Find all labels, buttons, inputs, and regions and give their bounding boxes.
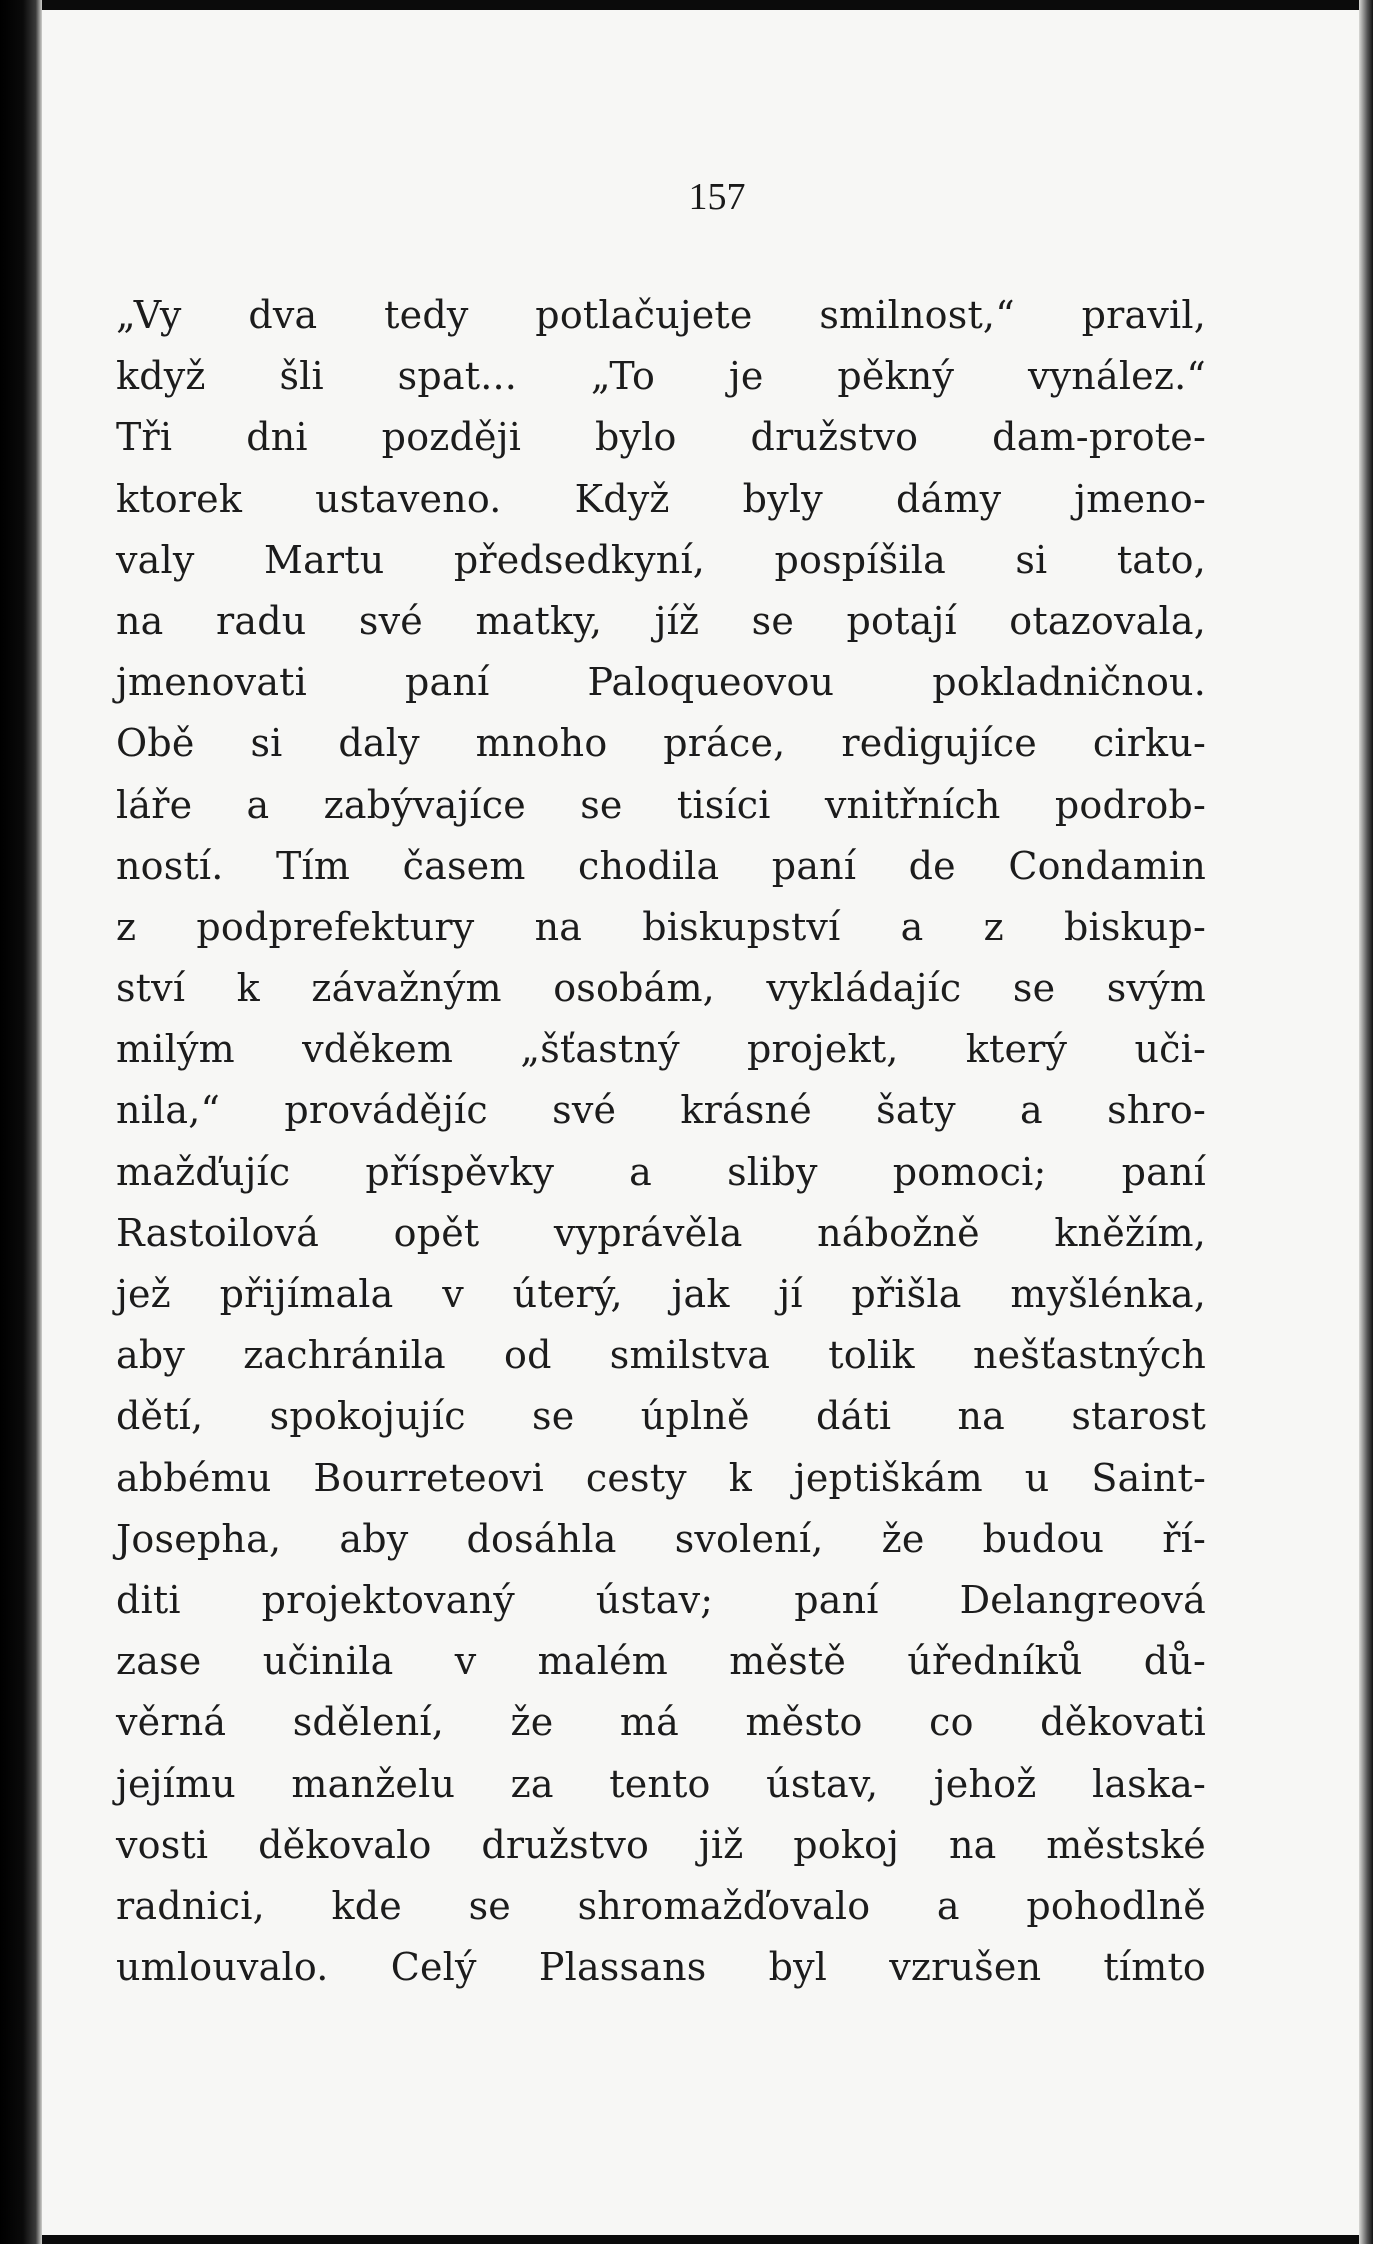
text-line: „Vy dva tedy potlačujete smilnost,“ pravil,	[116, 293, 1206, 337]
text-line: radnici, kde se shromažďovalo a pohodlně	[116, 1883, 1206, 1928]
text-line: aby zachránila od smilstva tolik nešťastných	[116, 1333, 1206, 1378]
text-line: ktorek ustaveno. Když byly dámy jmeno-	[116, 476, 1206, 521]
text-line: když šli spat... „To je pěkný vynález.“	[116, 354, 1206, 399]
text-line: vosti děkovalo družstvo již pokoj na městské	[116, 1822, 1206, 1867]
text-line: ství k závažným osobám, vykládajíc se svým	[116, 966, 1206, 1011]
text-line: diti projektovaný ústav; paní Delangreová	[116, 1577, 1206, 1622]
text-line: dětí, spokojujíc se úplně dáti na starost	[116, 1394, 1206, 1439]
text-line: láře a zabývajíce se tisíci vnitřních podrob-	[116, 782, 1206, 827]
text-line: jejímu manželu za tento ústav, jehož laska-	[116, 1761, 1206, 1806]
book-page	[42, 10, 1362, 2235]
text-line: zase učinila v malém městě úředníků dů-	[116, 1639, 1206, 1684]
text-line: jež přijímala v úterý, jak jí přišla myšlénka,	[116, 1272, 1206, 1316]
page-number: 157	[688, 176, 746, 218]
text-line: Obě si daly mnoho práce, redigujíce cirku-	[116, 721, 1206, 766]
text-line: věrná sdělení, že má město co děkovati	[116, 1700, 1206, 1745]
text-line: mažďujíc příspěvky a sliby pomoci; paní	[116, 1149, 1206, 1194]
text-line: Josepha, aby dosáhla svolení, že budou ří-	[116, 1516, 1206, 1561]
text-line: na radu své matky, jíž se potají otazovala,	[116, 598, 1206, 643]
text-line: valy Martu předsedkyní, pospíšila si tato,	[116, 537, 1206, 582]
text-line: Tři dni později bylo družstvo dam-prote-	[116, 415, 1206, 460]
text-line: umlouvalo. Celý Plassans byl vzrušen tímto	[116, 1945, 1206, 1990]
text-line: milým vděkem „šťastný projekt, který uči-	[116, 1027, 1206, 1072]
text-line: nila,“ provádějíc své krásné šaty a shro-	[116, 1088, 1206, 1133]
body-text	[116, 285, 1206, 1998]
text-line: Rastoilová opět vyprávěla nábožně kněžím,	[116, 1210, 1206, 1255]
text-line: z podprefektury na biskupství a z biskup-	[116, 904, 1206, 949]
text-line: jmenovati paní Paloqueovou pokladničnou.	[116, 660, 1206, 705]
text-line: ností. Tím časem chodila paní de Condamin	[116, 843, 1206, 888]
scan-left-edge	[0, 0, 42, 2244]
scan-right-edge	[1359, 0, 1373, 2244]
text-line: abbému Bourreteovi cesty k jeptiškám u Saint-	[116, 1455, 1206, 1500]
